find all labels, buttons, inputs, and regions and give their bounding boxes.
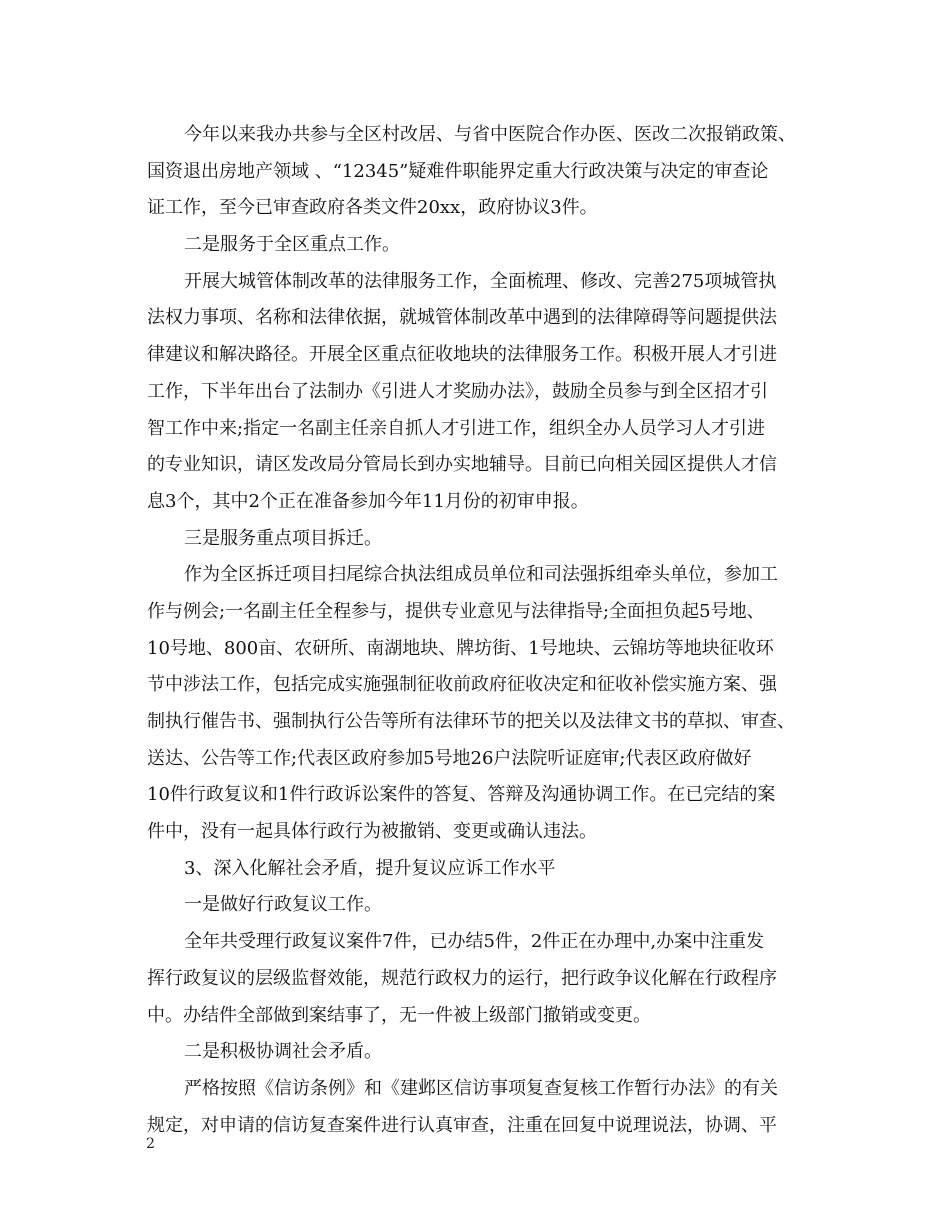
text-line: 工作，下半年出台了法制办《引进人才奖励办法》，鼓励全员参与到全区招才引: [147, 380, 768, 402]
text-line: 二是服务于全区重点工作。: [184, 234, 400, 256]
text-line: 规定，对申请的信访复查案件进行认真审查，注重在回复中说理说法，协调、平: [147, 1114, 777, 1136]
text-line: 开展大城管体制改革的法律服务工作，全面梳理、修改、完善275项城管执: [184, 270, 777, 292]
text-line: 作与例会;一名副主任全程参与，提供专业意见与法律指导;全面担负起5号地、: [147, 600, 765, 622]
text-line: 送达、公告等工作;代表区政府参加5号地26户法院听证庭审;代表区政府做好: [147, 747, 752, 769]
text-line: 一是做好行政复议工作。: [184, 894, 382, 916]
text-line: 制执行催告书、强制执行公告等所有法律环节的把关以及法律文书的草拟、审查、: [147, 711, 795, 732]
text-line: 法权力事项、名称和法律依据，就城管体制改革中遇到的法律障碍等问题提供法: [147, 307, 777, 329]
text-line: 10号地、800亩、农研所、南湖地块、牌坊街、1号地块、云锦坊等地块征收环: [147, 637, 774, 659]
text-line: 三是服务重点项目拆迁。: [184, 527, 382, 549]
text-line: 10件行政复议和1件行政诉讼案件的答复、答辩及沟通协调工作。在已完结的案: [147, 784, 776, 806]
text-line: 中。办结件全部做到案结事了，无一件被上级部门撤销或变更。: [147, 1004, 651, 1026]
text-line: 律建议和解决路径。开展全区重点征收地块的法律服务工作。积极开展人才引进: [147, 344, 777, 366]
text-line: 严格按照《信访条例》和《建邺区信访事项复查复核工作暂行办法》的有关: [184, 1077, 778, 1099]
text-line: 件中，没有一起具体行政行为被撤销、变更或确认违法。: [147, 821, 597, 843]
text-line: 息3个，其中2个正在准备参加今年11月份的初审申报。: [147, 490, 589, 512]
text-line: 智工作中来;指定一名副主任亲自抓人才引进工作，组织全办人员学习人才引进: [147, 417, 766, 439]
text-line: 证工作，至今已审查政府各类文件20xx，政府协议3件。: [147, 197, 598, 219]
text-line: 今年以来我办共参与全区村改居、与省中医院合作办医、医改二次报销政策、: [184, 124, 796, 145]
text-line: 3、深入化解社会矛盾，提升复议应诉工作水平: [184, 857, 556, 879]
text-line: 的专业知识，请区发改局分管局长到办实地辅导。目前已向相关园区提供人才信: [147, 454, 777, 476]
text-line: 作为全区拆迁项目扫尾综合执法组成员单位和司法强拆组牵头单位，参加工: [184, 564, 778, 586]
text-line: 全年共受理行政复议案件7件，已办结5件，2件正在办理中,办案中注重发: [184, 931, 765, 953]
text-line: 国资退出房地产领域 、“12345”疑难件职能界定重大行政决策与决定的审查论: [147, 160, 769, 182]
page-number: 2: [146, 1136, 155, 1152]
text-line: 二是积极协调社会矛盾。: [184, 1041, 382, 1063]
document-body: [147, 117, 817, 1144]
text-line: 节中涉法工作，包括完成实施强制征收前政府征收决定和征收补偿实施方案、强: [147, 674, 777, 696]
text-line: 挥行政复议的层级监督效能，规范行政权力的运行，把行政争议化解在行政程序: [147, 967, 777, 989]
